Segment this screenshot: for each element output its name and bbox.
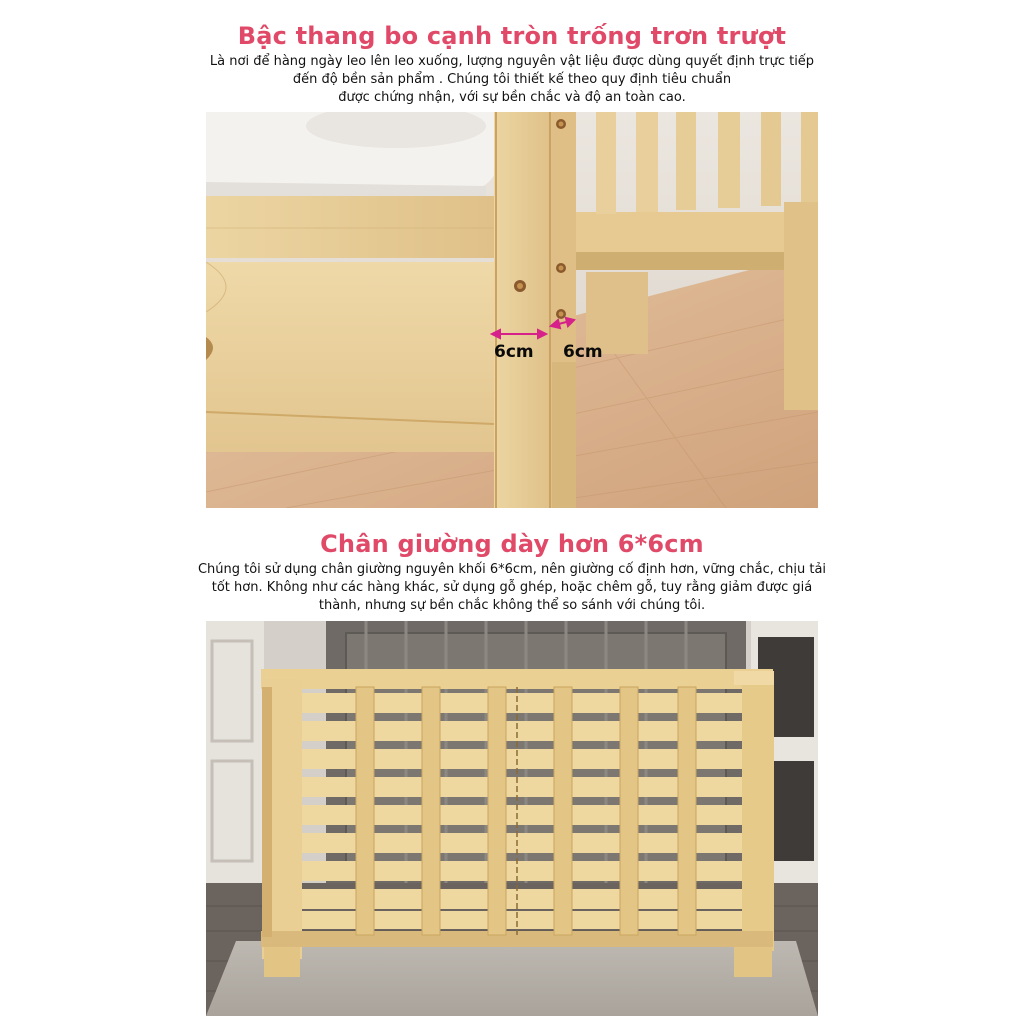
dimension-label-right: 6cm bbox=[563, 342, 603, 362]
section1-heading: Bậc thang bo cạnh tròn trống trơn trượt bbox=[237, 22, 787, 50]
bed-frame-photo bbox=[206, 621, 818, 1016]
section1-description bbox=[180, 53, 844, 107]
section2-line: Chúng tôi sử dụng chân giường nguyên khối 6*6cm, nên giường cố định hơn, vững chắc, chịu tải bbox=[197, 562, 827, 577]
bed-leg-photo bbox=[206, 112, 818, 508]
section1-line: Là nơi để hàng ngày leo lên leo xuống, lượng nguyên vật liệu được dùng quyết định trực tiếp bbox=[209, 54, 815, 69]
section2-heading: Chân giường dày hơn 6*6cm bbox=[320, 530, 704, 558]
dimension-label-left: 6cm bbox=[494, 342, 534, 362]
section2-line: thành, nhưng sự bền chắc không thể so sánh với chúng tôi. bbox=[318, 598, 706, 613]
section1-line: được chứng nhận, với sự bền chắc và độ an toàn cao. bbox=[338, 90, 686, 105]
section2-line: tốt hơn. Không như các hàng khác, sử dụng gỗ ghép, hoặc chêm gỗ, tuy rằng giảm được giá bbox=[211, 580, 813, 595]
section2-description bbox=[180, 561, 844, 615]
section1-line: đến độ bền sản phẩm . Chúng tôi thiết kế theo quy định tiêu chuẩn bbox=[292, 72, 732, 87]
